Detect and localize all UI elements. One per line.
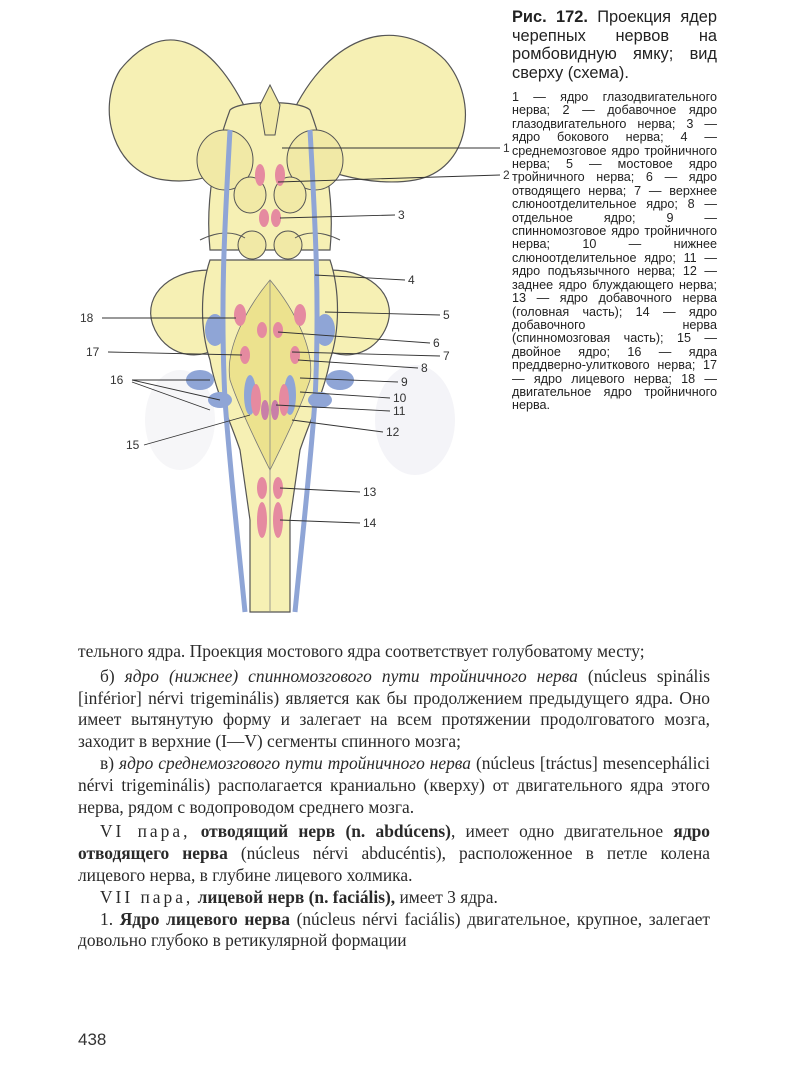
left-inferior-colliculus xyxy=(238,231,266,259)
figure-label-11: 11 xyxy=(393,404,406,418)
brainstem-diagram xyxy=(60,0,520,630)
figure-label-17: 17 xyxy=(86,345,100,359)
figure-label-5: 5 xyxy=(443,308,450,322)
term-bold: Ядро лицевого нерва xyxy=(119,908,290,929)
pontine-nucleus-right xyxy=(315,314,335,346)
page-number: 438 xyxy=(78,1030,107,1049)
paragraph xyxy=(78,641,710,663)
figure-label-15: 15 xyxy=(126,438,140,452)
paragraph-text: , имеет одно двигательное xyxy=(450,821,674,842)
caption-title-text: Проекция ядер черепных нервов на ромбовидную ямку; вид сверху (схема). xyxy=(512,8,717,82)
brainstem-figure xyxy=(60,0,520,630)
trochlear-nucleus-right xyxy=(271,209,281,227)
term-italic: ядро (нижнее) спинномозгового пути тройничного нерва xyxy=(124,665,578,686)
figure-label-12: 12 xyxy=(386,425,400,439)
term-bold: ядро отводящего нерва xyxy=(78,821,710,864)
figure-label-2: 2 xyxy=(503,168,510,182)
list-marker: в) xyxy=(100,752,120,773)
figure-label-9: 9 xyxy=(401,375,408,389)
paragraph-text: (núcleus [tráctus] mesencephálici nérvi trigeminális) располагается краниально (кверху) от двигательного ядра этого нерва, рядом с водопроводом среднего мозга. xyxy=(78,752,710,817)
hypoglossal-nucleus-left xyxy=(261,400,269,420)
facial-nucleus-right xyxy=(290,346,300,364)
nerve-pair-label: VII пара, xyxy=(100,886,194,907)
caption-title xyxy=(512,8,717,82)
ambiguus-nucleus-left xyxy=(251,384,261,416)
paragraph xyxy=(78,666,710,753)
right-inferior-colliculus xyxy=(274,231,302,259)
abducens-nucleus-right xyxy=(273,322,283,338)
figure-number: Рис. 172. xyxy=(512,8,588,26)
figure-label-6: 6 xyxy=(433,336,440,350)
paragraph-text: имеет 3 ядра. xyxy=(395,886,498,907)
trigeminal-motor-nucleus-right xyxy=(294,304,306,326)
nerve-pair-label: VI пара, xyxy=(100,821,191,842)
term-bold: отводящий нерв (n. abdúcens) xyxy=(200,821,451,842)
figure-label-8: 8 xyxy=(421,361,428,375)
trochlear-nucleus-left xyxy=(259,209,269,227)
figure-label-10: 10 xyxy=(393,391,407,405)
body-text xyxy=(78,641,710,952)
figure-label-4: 4 xyxy=(408,273,415,287)
paragraph-text: (núcleus nérvi abducéntis), расположенное в петле колена лицевого нерва, в глубине лицевого холмика. xyxy=(78,843,710,885)
cochlear-nuclei-right xyxy=(308,392,332,408)
figure-label-13: 13 xyxy=(363,485,377,499)
paragraph-text: (núcleus nérvi faciális) двигательное, крупное, залегает довольно глубоко в ретикулярной формации xyxy=(78,908,711,951)
accessory-nucleus-cranial-left xyxy=(257,477,267,499)
list-marker: 1. xyxy=(100,908,120,929)
paragraph xyxy=(78,909,710,953)
figure-label-1: 1 xyxy=(503,141,510,155)
paragraph xyxy=(78,753,710,818)
paragraph-text: (núcleus spinális [inférior] nérvi trigeminális) является как бы продолжением предыдущего ядра. Оно имеет вытянутую форму и залегает на всем протяжении продолговатого мозга, заходит в верхние (I—V) сегменты спинного мозга; xyxy=(78,665,710,752)
trigeminal-motor-nucleus-left xyxy=(234,304,246,326)
figure-label-3: 3 xyxy=(398,208,405,222)
accessory-nucleus-spinal-left xyxy=(257,502,267,538)
abducens-nucleus-left xyxy=(257,322,267,338)
figure-label-18: 18 xyxy=(80,311,94,325)
caption-legend: 1 — ядро глазодвигательного нерва; 2 — добавочное ядро глазодвигательного нерва; 3 — ядро бокового нерва; 4 — среднемозговое ядро тройничного нерва; 5 — мостовое ядро тройничного нерва; 6 — ядро отводящего нерва; 7 — верхнее слюноотделительное ядро; 8 — отдельное ядро; 9 — спинномозговое ядро тройничного нерва; 10 — нижнее слюноотделительное ядро; 11 — ядро подъязычного нерва; 12 — заднее ядро блуждающего нерва; 13 — ядро добавочного нерва (головная часть); 14 — ядро добавочного нерва (спинномозговая часть); 15 — двойное ядро; 16 — ядра преддверно-улиткового нерва; 17 — ядро лицевого нерва; 18 — двигательное ядро тройничного нерва. xyxy=(512,90,717,413)
pontine-nucleus-left xyxy=(205,314,225,346)
paragraph xyxy=(78,821,710,886)
oculomotor-nucleus-right xyxy=(275,164,285,186)
hypoglossal-nucleus-right xyxy=(271,400,279,420)
paragraph xyxy=(78,887,710,909)
figure-label-16: 16 xyxy=(110,373,124,387)
list-marker: б) xyxy=(100,665,125,686)
term-italic: ядро среднемозгового пути тройничного нерва xyxy=(119,752,471,773)
oculomotor-nucleus-left xyxy=(255,164,265,186)
figure-label-7: 7 xyxy=(443,349,450,363)
paragraph-text: тельного ядра. Проекция мостового ядра соответствует голубоватому месту; xyxy=(78,641,645,661)
figure-label-14: 14 xyxy=(363,516,377,530)
term-bold: лицевой нерв (n. faciális), xyxy=(197,886,396,907)
ambiguus-nucleus-right xyxy=(279,384,289,416)
figure-caption xyxy=(512,8,717,413)
